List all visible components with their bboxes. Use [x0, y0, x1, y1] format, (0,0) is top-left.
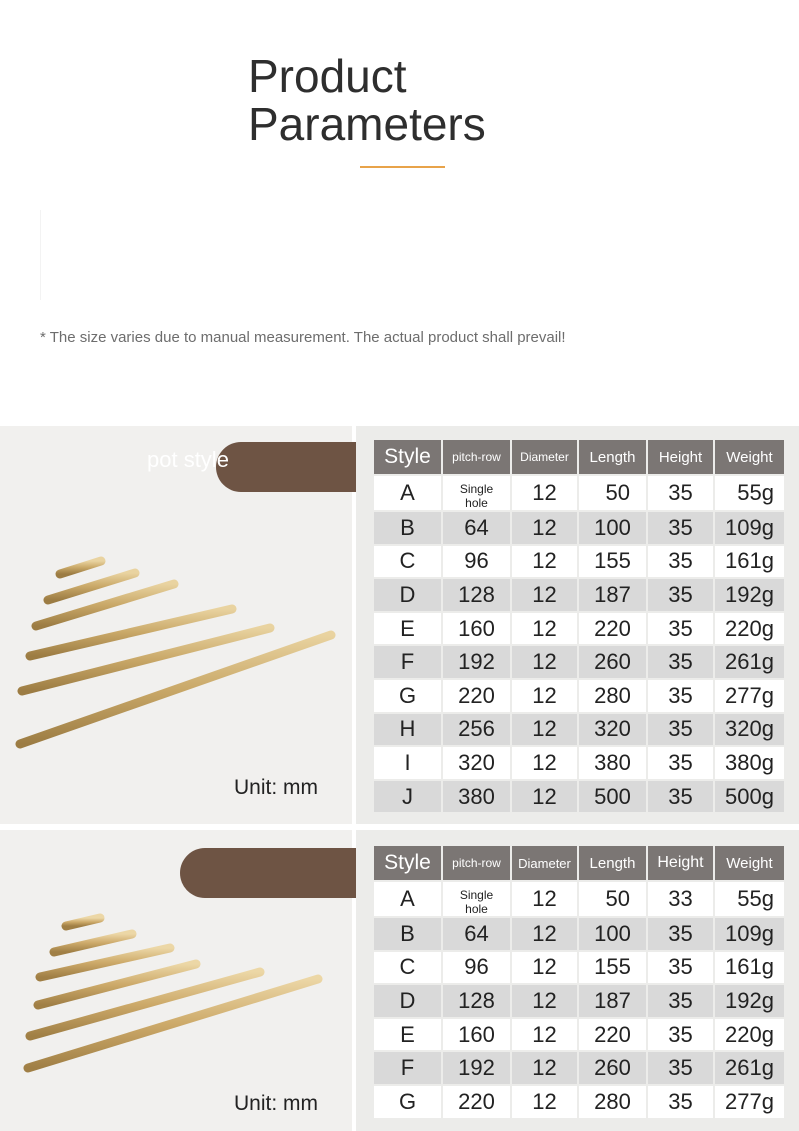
cell-weight: 109g — [715, 918, 784, 950]
cell-pitch-row: 128 — [443, 985, 510, 1017]
cell-style: G — [374, 1086, 441, 1118]
cell-diameter: 12 — [512, 680, 577, 712]
table-row — [374, 1052, 784, 1084]
cell-style: C — [374, 952, 441, 984]
cell-length: 50 — [579, 882, 646, 916]
cell-weight: 277g — [715, 680, 784, 712]
cell-pitch-row: 128 — [443, 579, 510, 611]
table-row — [374, 781, 784, 813]
cell-length: 220 — [579, 613, 646, 645]
table-row — [374, 952, 784, 984]
cell-weight: 500g — [715, 781, 784, 813]
table-row — [374, 1086, 784, 1118]
faint-placeholder — [40, 210, 110, 300]
cell-pitch-row: Single hole — [443, 882, 510, 916]
cell-weight: 261g — [715, 646, 784, 678]
cell-weight: 55g — [715, 476, 784, 510]
cell-height: 35 — [648, 1019, 713, 1051]
cell-diameter: 12 — [512, 882, 577, 916]
cell-length: 280 — [579, 1086, 646, 1118]
table-row — [374, 714, 784, 746]
table-row — [374, 476, 784, 510]
table-row — [374, 985, 784, 1017]
cell-weight: 192g — [715, 985, 784, 1017]
cell-diameter: 12 — [512, 781, 577, 813]
spec-section-2 — [0, 830, 799, 1131]
cell-style: G — [374, 680, 441, 712]
column-header: Diameter — [512, 846, 577, 880]
column-header: pitch-row — [443, 846, 510, 880]
style-pill-banner — [180, 848, 360, 898]
cell-length: 100 — [579, 918, 646, 950]
cell-pitch-row: 160 — [443, 1019, 510, 1051]
cell-height: 35 — [648, 1052, 713, 1084]
cell-length: 100 — [579, 512, 646, 544]
table-row — [374, 1019, 784, 1051]
cell-style: B — [374, 512, 441, 544]
cell-style: F — [374, 646, 441, 678]
cell-height: 35 — [648, 781, 713, 813]
cell-height: 35 — [648, 579, 713, 611]
column-header: Height — [648, 440, 713, 474]
cell-height: 35 — [648, 546, 713, 578]
cell-pitch-row: 380 — [443, 781, 510, 813]
column-header: Weight — [715, 440, 784, 474]
cell-length: 380 — [579, 747, 646, 779]
unit-label: Unit: mm — [234, 776, 318, 799]
table-header-row — [374, 440, 784, 474]
table-row — [374, 882, 784, 916]
cell-pitch-row: 192 — [443, 646, 510, 678]
table-row — [374, 613, 784, 645]
column-header: Weight — [715, 846, 784, 880]
column-header: pitch-row — [443, 440, 510, 474]
cell-style: D — [374, 579, 441, 611]
page-title — [248, 52, 486, 148]
cell-height: 35 — [648, 918, 713, 950]
parameters-table-1 — [372, 438, 786, 814]
cell-length: 260 — [579, 1052, 646, 1084]
cell-style: F — [374, 1052, 441, 1084]
measurement-note: * The size varies due to manual measurement. The actual product shall prevail! — [40, 329, 566, 346]
cell-weight: 277g — [715, 1086, 784, 1118]
title-line-1: Product — [248, 50, 407, 102]
table-row — [374, 918, 784, 950]
cell-weight: 192g — [715, 579, 784, 611]
cell-diameter: 12 — [512, 646, 577, 678]
table-row — [374, 646, 784, 678]
cell-height: 35 — [648, 952, 713, 984]
cell-length: 187 — [579, 985, 646, 1017]
cell-weight: 55g — [715, 882, 784, 916]
cell-height: 35 — [648, 646, 713, 678]
table-panel-1 — [356, 426, 799, 824]
cell-weight: 261g — [715, 1052, 784, 1084]
cell-height: 35 — [648, 747, 713, 779]
cell-style: E — [374, 613, 441, 645]
title-line-2: Parameters — [248, 98, 486, 150]
cell-length: 320 — [579, 714, 646, 746]
cell-height: 35 — [648, 476, 713, 510]
cell-pitch-row: 64 — [443, 512, 510, 544]
column-header: Diameter — [512, 440, 577, 474]
cell-style: A — [374, 882, 441, 916]
cell-length: 280 — [579, 680, 646, 712]
cell-diameter: 12 — [512, 512, 577, 544]
cell-length: 155 — [579, 952, 646, 984]
cell-diameter: 12 — [512, 546, 577, 578]
style-pill-banner — [216, 442, 356, 492]
cell-weight: 220g — [715, 613, 784, 645]
cell-style: J — [374, 781, 441, 813]
cell-pitch-row: 256 — [443, 714, 510, 746]
cell-length: 187 — [579, 579, 646, 611]
parameters-table-2 — [372, 844, 786, 1120]
cell-height: 35 — [648, 512, 713, 544]
cell-height: 35 — [648, 1086, 713, 1118]
cell-length: 260 — [579, 646, 646, 678]
cell-pitch-row: 192 — [443, 1052, 510, 1084]
cell-length: 500 — [579, 781, 646, 813]
cell-weight: 161g — [715, 952, 784, 984]
cell-pitch-row: 96 — [443, 952, 510, 984]
cell-weight: 220g — [715, 1019, 784, 1051]
cell-style: E — [374, 1019, 441, 1051]
unit-label: Unit: mm — [234, 1092, 318, 1115]
title-underline — [360, 166, 445, 168]
column-header: Length — [579, 846, 646, 880]
cell-length: 220 — [579, 1019, 646, 1051]
cell-pitch-row: 160 — [443, 613, 510, 645]
column-header: Length — [579, 440, 646, 474]
cell-diameter: 12 — [512, 714, 577, 746]
table-row — [374, 747, 784, 779]
table-panel-2 — [356, 830, 799, 1131]
cell-length: 50 — [579, 476, 646, 510]
cell-diameter: 12 — [512, 747, 577, 779]
cell-weight: 161g — [715, 546, 784, 578]
table-row — [374, 512, 784, 544]
cell-weight: 380g — [715, 747, 784, 779]
cell-height: 35 — [648, 680, 713, 712]
cell-height: 33 — [648, 882, 713, 916]
cell-style: D — [374, 985, 441, 1017]
cell-style: H — [374, 714, 441, 746]
style-pill-label: pot style — [147, 447, 229, 472]
column-header: Height — [648, 846, 713, 880]
cell-height: 35 — [648, 714, 713, 746]
cell-pitch-row: 220 — [443, 680, 510, 712]
cell-pitch-row: Single hole — [443, 476, 510, 510]
spec-section-1 — [0, 426, 799, 824]
cell-length: 155 — [579, 546, 646, 578]
cell-diameter: 12 — [512, 613, 577, 645]
cell-height: 35 — [648, 985, 713, 1017]
cell-height: 35 — [648, 613, 713, 645]
column-header: Style — [374, 846, 441, 880]
cell-weight: 109g — [715, 512, 784, 544]
cell-diameter: 12 — [512, 1019, 577, 1051]
cell-pitch-row: 320 — [443, 747, 510, 779]
cell-diameter: 12 — [512, 952, 577, 984]
cell-diameter: 12 — [512, 1052, 577, 1084]
cell-weight: 320g — [715, 714, 784, 746]
cell-style: C — [374, 546, 441, 578]
cell-diameter: 12 — [512, 579, 577, 611]
cell-diameter: 12 — [512, 918, 577, 950]
table-header-row — [374, 846, 784, 880]
table-row — [374, 579, 784, 611]
table-row — [374, 546, 784, 578]
cell-style: B — [374, 918, 441, 950]
column-header: Style — [374, 440, 441, 474]
cell-diameter: 12 — [512, 1086, 577, 1118]
cell-pitch-row: 220 — [443, 1086, 510, 1118]
cell-pitch-row: 96 — [443, 546, 510, 578]
cell-pitch-row: 64 — [443, 918, 510, 950]
cell-diameter: 12 — [512, 985, 577, 1017]
table-row — [374, 680, 784, 712]
cell-style: A — [374, 476, 441, 510]
cell-diameter: 12 — [512, 476, 577, 510]
cell-style: I — [374, 747, 441, 779]
